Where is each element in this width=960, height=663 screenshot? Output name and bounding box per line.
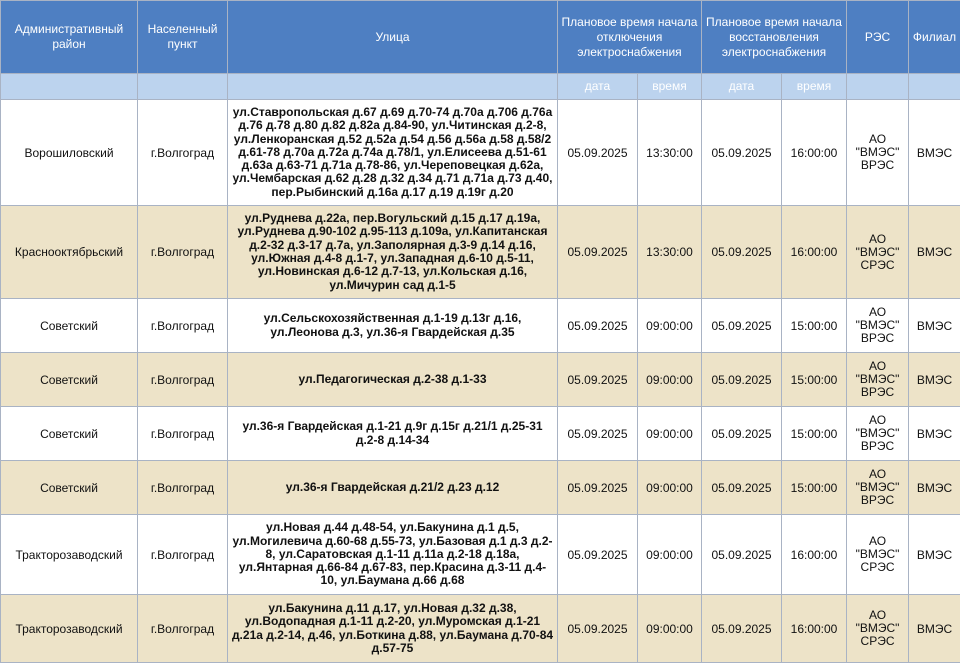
subheader-off-date: дата bbox=[558, 74, 638, 100]
cell-district: Краснооктябрьский bbox=[1, 206, 138, 299]
cell-branch: ВМЭС bbox=[909, 100, 960, 206]
cell-on-date: 05.09.2025 bbox=[702, 100, 782, 206]
cell-street: ул.36-я Гвардейская д.21/2 д.23 д.12 bbox=[228, 461, 558, 515]
subheader-row bbox=[1, 74, 960, 100]
header-branch: Филиал bbox=[909, 1, 960, 74]
table-row bbox=[1, 206, 960, 299]
table-row bbox=[1, 299, 960, 353]
cell-on-time: 15:00:00 bbox=[782, 353, 847, 407]
cell-off-time: 09:00:00 bbox=[638, 515, 702, 595]
cell-street: ул.Руднева д.22а, пер.Вогульский д.15 д.17 д.19а, ул.Руднева д.90-102 д.95-113 д.109а, ул.Капитанская д.2-32 д.3-17 д.7а, ул.Заполярная д.3-9 д.14 д.16, ул.Южная д.4-8 д.1-7, ул.Западная д.6-10 д.5-11, ул.Новинская д.6-12 д.7-13, ул.Кольская д.16, ул.Мичурин сад д.1-5 bbox=[228, 206, 558, 299]
table-row bbox=[1, 461, 960, 515]
cell-on-date: 05.09.2025 bbox=[702, 353, 782, 407]
cell-on-time: 16:00:00 bbox=[782, 515, 847, 595]
cell-branch: ВМЭС bbox=[909, 595, 960, 663]
cell-street: ул.Бакунина д.11 д.17, ул.Новая д.32 д.38, ул.Водопадная д.1-11 д.2-20, ул.Муромская д.1-21 д.21а д.2-14, д.46, ул.Боткина д.88, ул.Баумана д.70-84 д.57-75 bbox=[228, 595, 558, 663]
header-locality: Населенный пункт bbox=[138, 1, 228, 74]
cell-district: Советский bbox=[1, 299, 138, 353]
cell-on-time: 16:00:00 bbox=[782, 206, 847, 299]
table-row bbox=[1, 407, 960, 461]
cell-off-date: 05.09.2025 bbox=[558, 515, 638, 595]
cell-on-time: 15:00:00 bbox=[782, 461, 847, 515]
cell-locality: г.Волгоград bbox=[138, 100, 228, 206]
cell-on-date: 05.09.2025 bbox=[702, 407, 782, 461]
cell-off-time: 13:30:00 bbox=[638, 100, 702, 206]
cell-res: АО "ВМЭС" ВРЭС bbox=[847, 461, 909, 515]
cell-branch: ВМЭС bbox=[909, 515, 960, 595]
header-off-time: Плановое время начала отключения электроснабжения bbox=[558, 1, 702, 74]
subheader-on-date: дата bbox=[702, 74, 782, 100]
cell-district: Тракторозаводский bbox=[1, 515, 138, 595]
cell-district: Советский bbox=[1, 407, 138, 461]
cell-off-date: 05.09.2025 bbox=[558, 299, 638, 353]
cell-street: ул.Новая д.44 д.48-54, ул.Бакунина д.1 д.5, ул.Могилевича д.60-68 д.55-73, ул.Базовая д.1 д.3 д.2-8, ул.Саратовская д.1-11 д.11а д.2-18 д.18а, ул.Янтарная д.66-84 д.67-83, пер.Красина д.3-11 д.4-10, ул.Баумана д.66 д.68 bbox=[228, 515, 558, 595]
cell-res: АО "ВМЭС" СРЭС bbox=[847, 595, 909, 663]
cell-branch: ВМЭС bbox=[909, 353, 960, 407]
cell-off-date: 05.09.2025 bbox=[558, 353, 638, 407]
header-street: Улица bbox=[228, 1, 558, 74]
cell-off-time: 09:00:00 bbox=[638, 595, 702, 663]
cell-locality: г.Волгоград bbox=[138, 206, 228, 299]
cell-off-time: 09:00:00 bbox=[638, 299, 702, 353]
cell-off-date: 05.09.2025 bbox=[558, 100, 638, 206]
cell-res: АО "ВМЭС" ВРЭС bbox=[847, 407, 909, 461]
cell-locality: г.Волгоград bbox=[138, 461, 228, 515]
cell-street: ул.Педагогическая д.2-38 д.1-33 bbox=[228, 353, 558, 407]
cell-street: ул.Ставропольская д.67 д.69 д.70-74 д.70а д.706 д.76а д.76 д.78 д.80 д.82 д.82а д.84-90, ул.Читинская д.2-8, ул.Ленкоранская д.52 д.52а д.54 д.56 д.56а д.58 д.58/2 д.61-78 д.70а д.72а д.74а д.78/1, ул.Елисеева д.51-61 д.63а д.63-71 д.71а д.78-86, ул.Череповецкая д.62а, ул.Чембарская д.62 д.28 д.32 д.34 д.71 д.71а д.73 д.40, пер.Рыбинский д.16а д.17 д.19 д.19г д.20 bbox=[228, 100, 558, 206]
cell-on-time: 15:00:00 bbox=[782, 407, 847, 461]
cell-off-date: 05.09.2025 bbox=[558, 595, 638, 663]
subheader-empty bbox=[909, 74, 960, 100]
cell-on-date: 05.09.2025 bbox=[702, 299, 782, 353]
header-restore-time: Плановое время начала восстановления электроснабжения bbox=[702, 1, 847, 74]
subheader-empty bbox=[1, 74, 138, 100]
cell-district: Ворошиловский bbox=[1, 100, 138, 206]
subheader-off-time: время bbox=[638, 74, 702, 100]
cell-street: ул.36-я Гвардейская д.1-21 д.9г д.15г д.21/1 д.25-31 д.2-8 д.14-34 bbox=[228, 407, 558, 461]
table-row bbox=[1, 353, 960, 407]
cell-on-date: 05.09.2025 bbox=[702, 595, 782, 663]
cell-branch: ВМЭС bbox=[909, 299, 960, 353]
cell-locality: г.Волгоград bbox=[138, 407, 228, 461]
header-res: РЭС bbox=[847, 1, 909, 74]
cell-locality: г.Волгоград bbox=[138, 299, 228, 353]
cell-district: Советский bbox=[1, 353, 138, 407]
cell-locality: г.Волгоград bbox=[138, 353, 228, 407]
subheader-empty bbox=[138, 74, 228, 100]
cell-branch: ВМЭС bbox=[909, 206, 960, 299]
cell-on-time: 16:00:00 bbox=[782, 595, 847, 663]
cell-off-date: 05.09.2025 bbox=[558, 206, 638, 299]
subheader-empty bbox=[847, 74, 909, 100]
header-district: Административный район bbox=[1, 1, 138, 74]
cell-locality: г.Волгоград bbox=[138, 515, 228, 595]
cell-res: АО "ВМЭС" ВРЭС bbox=[847, 100, 909, 206]
cell-on-date: 05.09.2025 bbox=[702, 206, 782, 299]
subheader-on-time: время bbox=[782, 74, 847, 100]
cell-on-date: 05.09.2025 bbox=[702, 461, 782, 515]
cell-street: ул.Сельскохозяйственная д.1-19 д.13г д.16, ул.Леонова д.3, ул.36-я Гвардейская д.35 bbox=[228, 299, 558, 353]
table-row bbox=[1, 595, 960, 663]
cell-off-date: 05.09.2025 bbox=[558, 407, 638, 461]
cell-res: АО "ВМЭС" ВРЭС bbox=[847, 299, 909, 353]
cell-off-time: 09:00:00 bbox=[638, 407, 702, 461]
cell-district: Тракторозаводский bbox=[1, 595, 138, 663]
cell-district: Советский bbox=[1, 461, 138, 515]
cell-branch: ВМЭС bbox=[909, 461, 960, 515]
cell-on-time: 16:00:00 bbox=[782, 100, 847, 206]
cell-off-time: 13:30:00 bbox=[638, 206, 702, 299]
cell-res: АО "ВМЭС" ВРЭС bbox=[847, 353, 909, 407]
subheader-empty bbox=[228, 74, 558, 100]
header-row bbox=[1, 1, 960, 74]
cell-on-time: 15:00:00 bbox=[782, 299, 847, 353]
cell-locality: г.Волгоград bbox=[138, 595, 228, 663]
cell-branch: ВМЭС bbox=[909, 407, 960, 461]
cell-on-date: 05.09.2025 bbox=[702, 515, 782, 595]
table-row bbox=[1, 515, 960, 595]
cell-res: АО "ВМЭС" СРЭС bbox=[847, 206, 909, 299]
cell-off-time: 09:00:00 bbox=[638, 353, 702, 407]
table-row bbox=[1, 100, 960, 206]
cell-off-time: 09:00:00 bbox=[638, 461, 702, 515]
cell-off-date: 05.09.2025 bbox=[558, 461, 638, 515]
cell-res: АО "ВМЭС" СРЭС bbox=[847, 515, 909, 595]
